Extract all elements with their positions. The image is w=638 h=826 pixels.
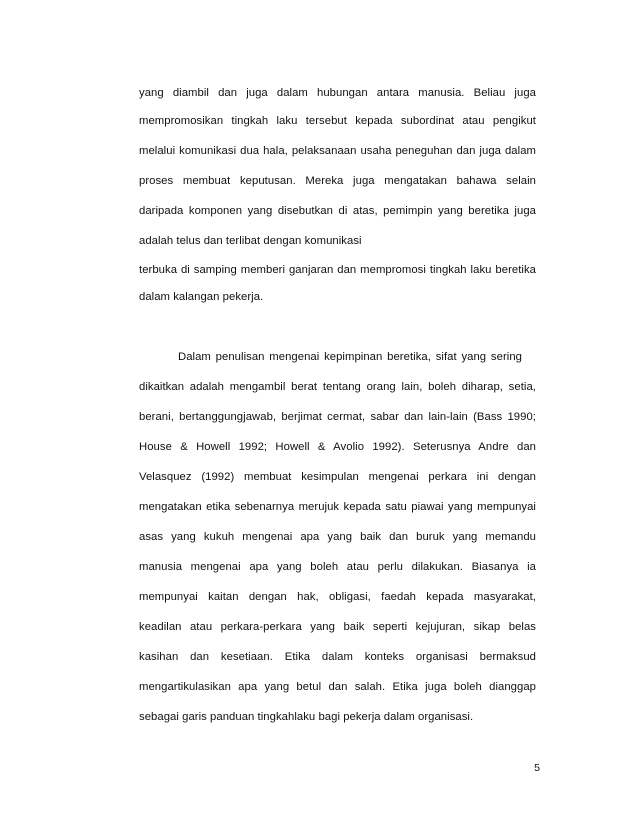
text-line: asas yang kukuh mengenai apa yang baik dan buruk yang memandu [139,531,536,543]
text-line: yang diambil dan juga dalam hubungan antara manusia. Beliau juga [139,87,536,99]
text-line: dikaitkan adalah mengambil berat tentang orang lain, boleh diharap, setia, [139,381,536,393]
text-line: daripada komponen yang disebutkan di atas, pemimpin yang beretika juga [139,205,536,217]
text-line: berani, bertanggungjawab, berjimat cermat, sabar dan lain-lain (Bass 1990; [139,411,536,423]
text-line: Velasquez (1992) membuat kesimpulan mengenai perkara ini dengan [139,471,536,483]
text-line: terbuka di samping memberi ganjaran dan mempromosi tingkah laku beretika [139,264,536,276]
text-line: proses membuat keputusan. Mereka juga mengatakan bahawa selain [139,175,536,187]
text-line-indented: Dalam penulisan mengenai kepimpinan beretika, sifat yang sering [178,351,522,363]
text-line: sebagai garis panduan tingkahlaku bagi pekerja dalam organisasi. [139,711,474,723]
text-line: mempunyai kaitan dengan hak, obligasi, faedah kepada masyarakat, [139,591,536,603]
text-line: mempromosikan tingkah laku tersebut kepada subordinat atau pengikut [139,115,536,127]
text-line: melalui komunikasi dua hala, pelaksanaan usaha peneguhan dan juga dalam [139,145,536,157]
text-line: dalam kalangan pekerja. [139,291,264,303]
page-number: 5 [534,762,540,774]
text-line: manusia mengenai apa yang boleh atau perlu dilakukan. Biasanya ia [139,561,536,573]
text-line: mengartikulasikan apa yang betul dan salah. Etika juga boleh dianggap [139,681,536,693]
text-line: kasihan dan kesetiaan. Etika dalam konteks organisasi bermaksud [139,651,536,663]
text-line: mengatakan etika sebenarnya merujuk kepada satu piawai yang mempunyai [139,501,536,513]
text-line: keadilan atau perkara-perkara yang baik seperti kejujuran, sikap belas [139,621,536,633]
text-line: adalah telus dan terlibat dengan komunikasi [139,235,362,247]
text-line: House & Howell 1992; Howell & Avolio 1992). Seterusnya Andre dan [139,441,536,453]
